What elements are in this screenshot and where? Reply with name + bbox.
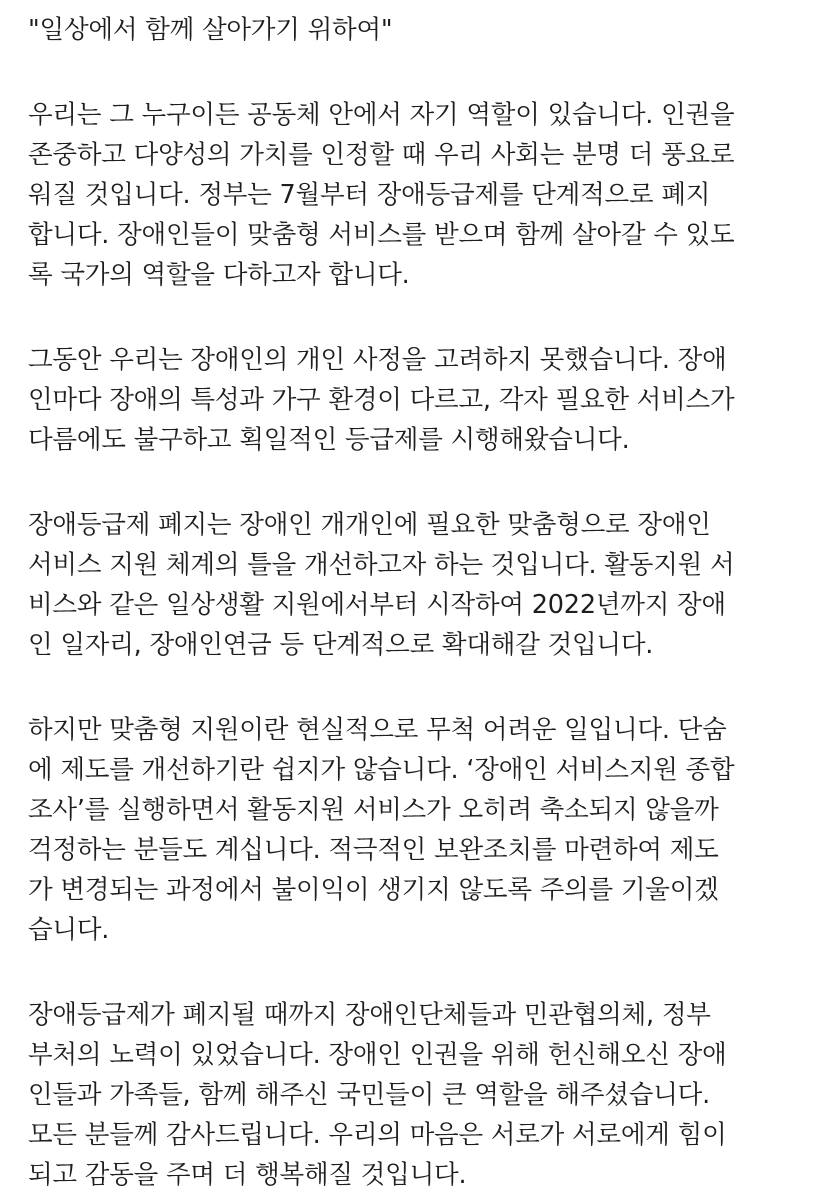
- paragraph-1-line-3: 워질 것입니다. 정부는 7월부터 장애등급제를 단계적으로 폐지: [28, 180, 711, 210]
- paragraph-2-line-1: 그동안 우리는 장애인의 개인 사정을 고려하지 못했습니다. 장애: [28, 345, 727, 375]
- paragraph-4-line-3: 조사’를 실행하면서 활동지원 서비스가 오히려 축소되지 않을까: [28, 795, 719, 825]
- paragraph-5-line-5: 되고 감동을 주며 더 행복해질 것입니다.: [28, 1160, 467, 1190]
- paragraph-2-line-3: 다름에도 불구하고 획일적인 등급제를 시행해왔습니다.: [28, 425, 630, 455]
- paragraph-1-line-5: 록 국가의 역할을 다하고자 합니다.: [28, 260, 410, 290]
- paragraph-4-line-4: 걱정하는 분들도 계십니다. 적극적인 보완조치를 마련하여 제도: [28, 835, 719, 865]
- paragraph-4-line-2: 에 제도를 개선하기란 쉽지가 않습니다. ‘장애인 서비스지원 종합: [28, 755, 735, 785]
- paragraph-4-line-1: 하지만 맞춤형 지원이란 현실적으로 무척 어려운 일입니다. 단숨: [28, 715, 727, 745]
- paragraph-1-line-1: 우리는 그 누구이든 공동체 안에서 자기 역할이 있습니다. 인권을: [28, 100, 735, 130]
- paragraph-4-line-5: 가 변경되는 과정에서 불이익이 생기지 않도록 주의를 기울이겠: [28, 875, 719, 905]
- paragraph-3-line-4: 인 일자리, 장애인연금 등 단계적으로 확대해갈 것입니다.: [28, 630, 654, 660]
- paragraph-5-line-4: 모든 분들께 감사드립니다. 우리의 마음은 서로가 서로에게 힘이: [28, 1120, 727, 1150]
- paragraph-1-line-4: 합니다. 장애인들이 맞춤형 서비스를 받으며 함께 살아갈 수 있도: [28, 220, 735, 250]
- paragraph-3-line-1: 장애등급제 폐지는 장애인 개개인에 필요한 맞춤형으로 장애인: [28, 510, 711, 540]
- paragraph-5-line-3: 인들과 가족들, 함께 해주신 국민들이 큰 역할을 해주셨습니다.: [28, 1080, 710, 1110]
- paragraph-1-line-2: 존중하고 다양성의 가치를 인정할 때 우리 사회는 분명 더 풍요로: [28, 140, 735, 170]
- paragraph-4-line-6: 습니다.: [28, 915, 110, 945]
- paragraph-3-line-3: 비스와 같은 일상생활 지원에서부터 시작하여 2022년까지 장애: [28, 590, 726, 620]
- paragraph-3-line-2: 서비스 지원 체계의 틀을 개선하고자 하는 것입니다. 활동지원 서: [28, 550, 735, 580]
- paragraph-5-line-2: 부처의 노력이 있었습니다. 장애인 인권을 위해 헌신해오신 장애: [28, 1040, 727, 1070]
- post-title: "일상에서 함께 살아가기 위하여": [28, 15, 393, 45]
- paragraph-5-line-1: 장애등급제가 폐지될 때까지 장애인단체들과 민관협의체, 정부: [28, 1000, 711, 1030]
- paragraph-2-line-2: 인마다 장애의 특성과 가구 환경이 다르고, 각자 필요한 서비스가: [28, 385, 735, 415]
